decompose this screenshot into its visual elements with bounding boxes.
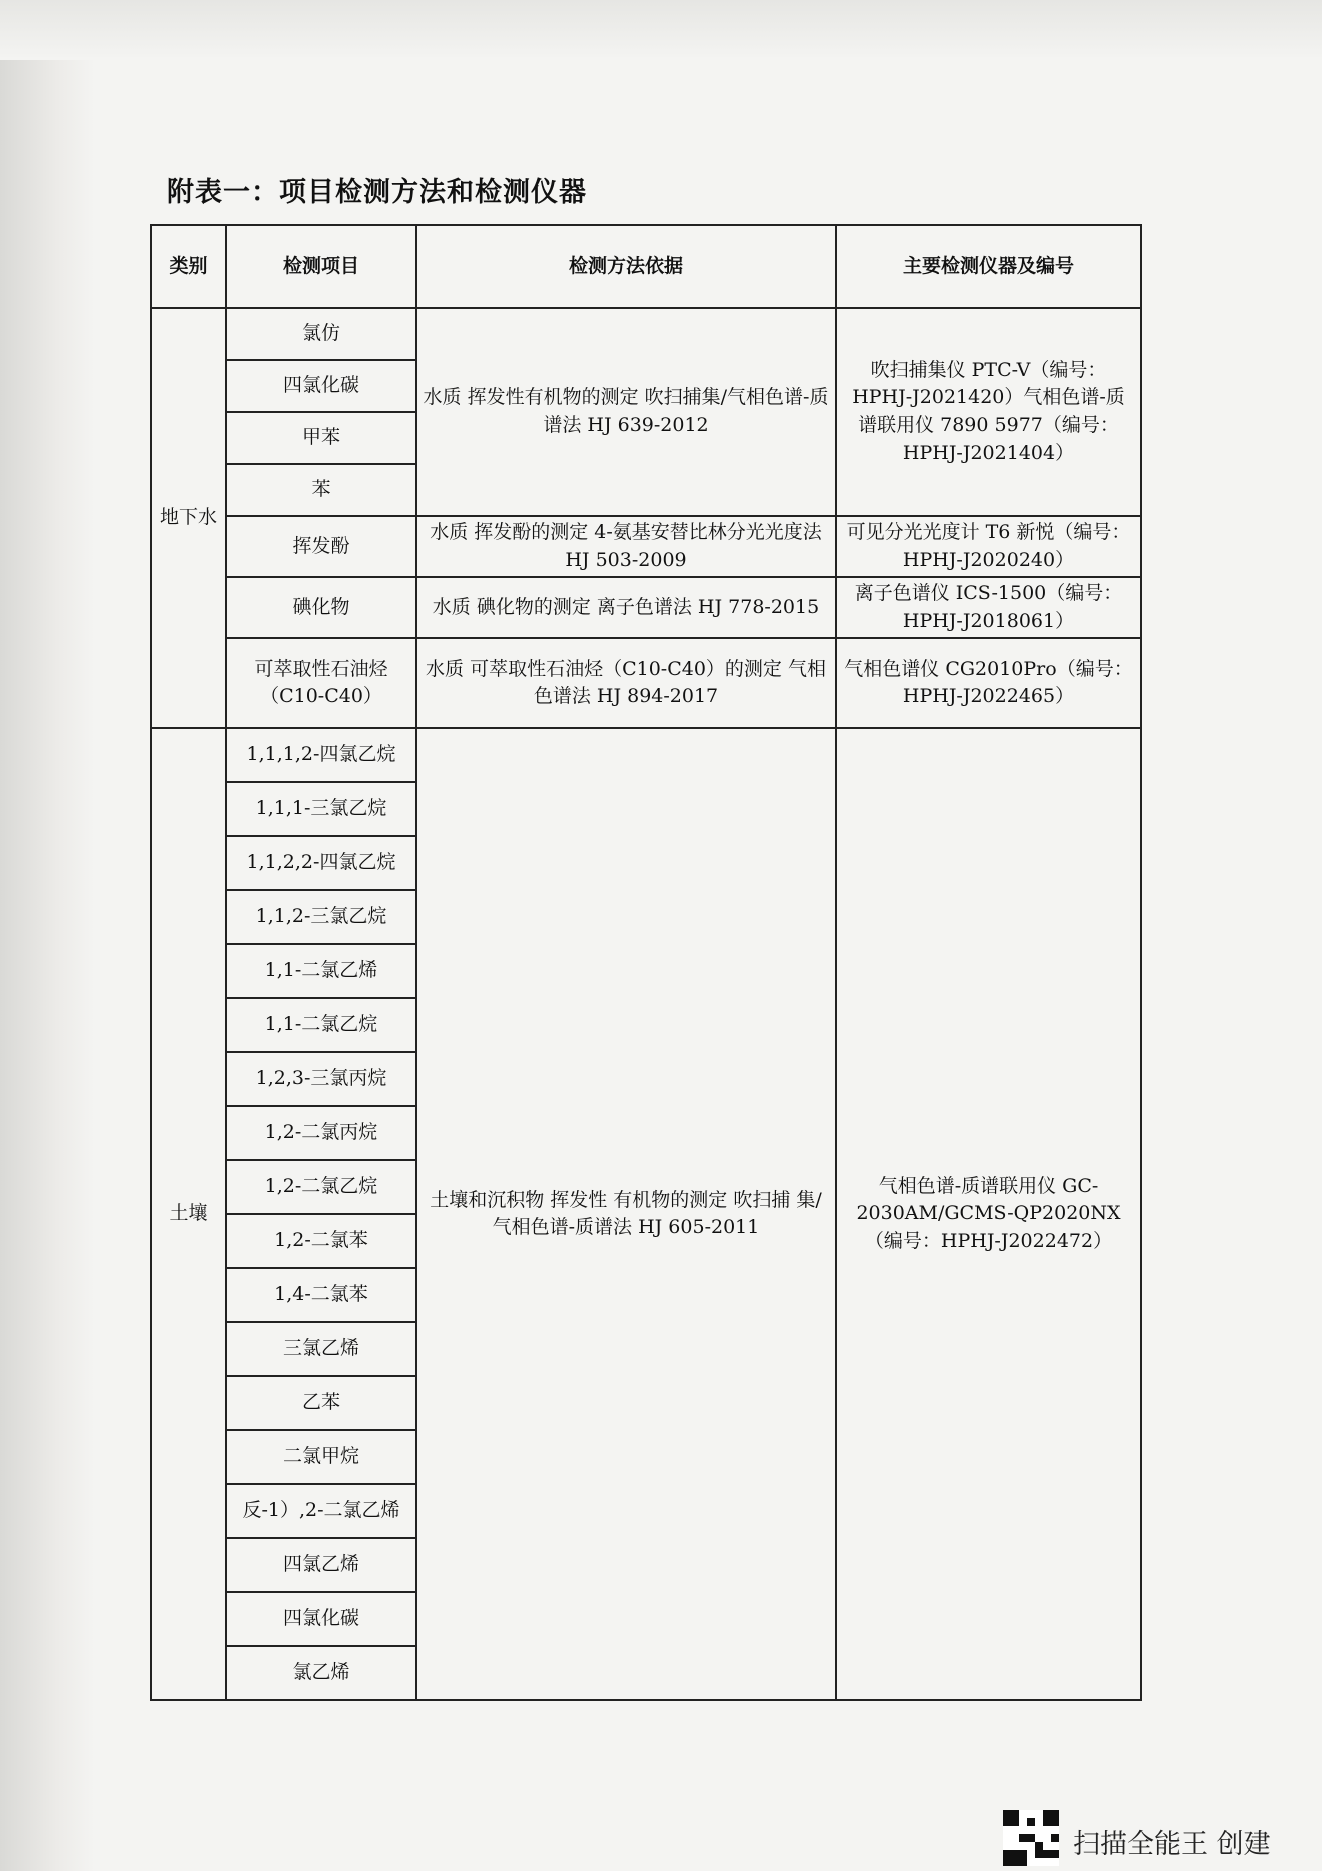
table-cell-item: 可萃取性石油烃（C10-C40） [226, 638, 416, 728]
table-cell-item: 乙苯 [226, 1376, 416, 1430]
table-cell-item: 四氯化碳 [226, 1592, 416, 1646]
table-cell-method: 水质 碘化物的测定 离子色谱法 HJ 778-2015 [416, 577, 836, 638]
table-cell-method: 水质 挥发性有机物的测定 吹扫捕集/气相色谱-质谱法 HJ 639-2012 [416, 308, 836, 516]
table-cell-item: 1,2-二氯苯 [226, 1214, 416, 1268]
table-cell-item: 1,1-二氯乙烷 [226, 998, 416, 1052]
table-cell-item: 氯乙烯 [226, 1646, 416, 1700]
table-cell-method: 水质 可萃取性石油烃（C10-C40）的测定 气相色谱法 HJ 894-2017 [416, 638, 836, 728]
page-title: 附表一：项目检测方法和检测仪器 [167, 177, 587, 208]
table-cell-instrument: 吹扫捕集仪 PTC-V（编号：HPHJ-J2021420）气相色谱-质谱联用仪 7890 5977（编号：HPHJ-J2021404） [836, 308, 1141, 516]
table-cell-instrument: 可见分光光度计 T6 新悦（编号：HPHJ-J2020240） [836, 516, 1141, 577]
table-cell-item: 四氯化碳 [226, 360, 416, 412]
table-cell-item: 二氯甲烷 [226, 1430, 416, 1484]
scanner-watermark [1003, 1810, 1293, 1868]
header-category: 类别 [151, 225, 226, 308]
table-cell-item: 1,2-二氯丙烷 [226, 1106, 416, 1160]
table-cell-item: 苯 [226, 464, 416, 516]
watermark-text: 扫描全能王 创建 [1073, 1829, 1271, 1860]
qr-code-icon [1003, 1810, 1059, 1866]
table-cell-item: 反-1）,2-二氯乙烯 [226, 1484, 416, 1538]
table-cell-item: 1,2-二氯乙烷 [226, 1160, 416, 1214]
table-header-row [151, 225, 1141, 308]
table-cell-method: 水质 挥发酚的测定 4-氨基安替比林分光光度法 HJ 503-2009 [416, 516, 836, 577]
table-cell-item: 甲苯 [226, 412, 416, 464]
table-cell-instrument: 离子色谱仪 ICS-1500（编号：HPHJ-J2018061） [836, 577, 1141, 638]
scan-shadow-top [0, 0, 1322, 60]
table-cell-item: 四氯乙烯 [226, 1538, 416, 1592]
methods-table [150, 224, 1142, 1701]
table-cell-item: 1,1,2-三氯乙烷 [226, 890, 416, 944]
table-cell-item: 挥发酚 [226, 516, 416, 577]
table-cell-item: 1,1,2,2-四氯乙烷 [226, 836, 416, 890]
table-cell-item: 1,4-二氯苯 [226, 1268, 416, 1322]
category-groundwater: 地下水 [151, 308, 226, 728]
table-cell-item: 1,1,1-三氯乙烷 [226, 782, 416, 836]
table-cell-instrument: 气相色谱-质谱联用仪 GC-2030AM/GCMS-QP2020NX（编号：HPHJ-J2022472） [836, 728, 1141, 1700]
table-cell-item: 三氯乙烯 [226, 1322, 416, 1376]
header-item: 检测项目 [226, 225, 416, 308]
table-cell-instrument: 气相色谱仪 CG2010Pro（编号：HPHJ-J2022465） [836, 638, 1141, 728]
table-cell-method: 土壤和沉积物 挥发性 有机物的测定 吹扫捕 集/气相色谱-质谱法 HJ 605-2011 [416, 728, 836, 1700]
header-method: 检测方法依据 [416, 225, 836, 308]
table-cell-item: 碘化物 [226, 577, 416, 638]
category-soil: 土壤 [151, 728, 226, 1700]
scan-shadow-left [0, 0, 95, 1871]
table-cell-item: 1,1-二氯乙烯 [226, 944, 416, 998]
table-cell-item: 1,2,3-三氯丙烷 [226, 1052, 416, 1106]
table-cell-item: 氯仿 [226, 308, 416, 360]
header-instrument: 主要检测仪器及编号 [836, 225, 1141, 308]
table-cell-item: 1,1,1,2-四氯乙烷 [226, 728, 416, 782]
